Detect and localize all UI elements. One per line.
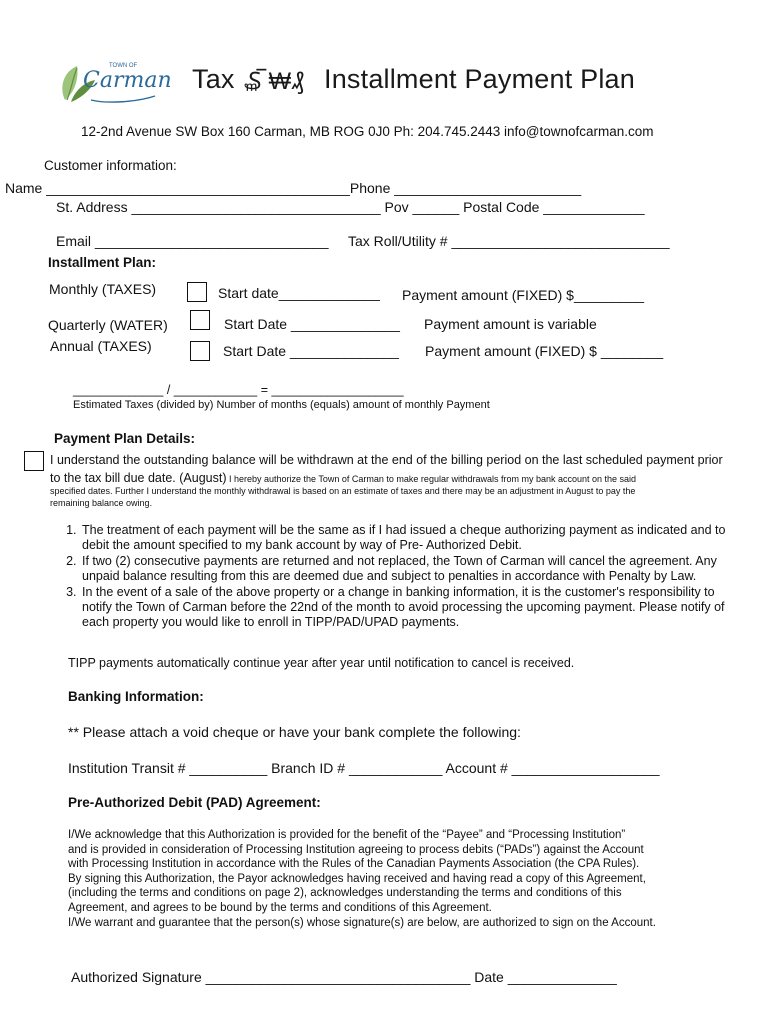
- town-logo: [57, 60, 172, 108]
- contact-address: 12-2nd Avenue SW Box 160 Carman, MB ROG 0J0 Ph: 204.745.2443 info@townofcarman.com: [81, 124, 654, 139]
- tax-roll-field[interactable]: Tax Roll/Utility # ____________________________: [348, 233, 670, 249]
- annual-amount-field[interactable]: Payment amount (FIXED) $ ________: [425, 343, 664, 359]
- quarterly-amount-text: Payment amount is variable: [424, 316, 597, 332]
- pad-line: I/We acknowledge that this Authorization is provided for the benefit of the “Payee” and “Processing Institution”: [68, 829, 626, 841]
- annual-checkbox[interactable]: [190, 341, 210, 361]
- pad-heading: Pre-Authorized Debit (PAD) Agreement:: [68, 795, 321, 810]
- details-line-3: specified dates. Further I understand the monthly withdrawal is based on an estimate of taxes and there may be an adjustment in August to pay the: [50, 486, 636, 496]
- installment-heading: Installment Plan:: [48, 255, 157, 270]
- signature-date-field[interactable]: Authorized Signature __________________________________ Date ______________: [71, 969, 617, 985]
- monthly-amount-field[interactable]: Payment amount (FIXED) $_________: [402, 287, 645, 303]
- list-item: 2. If two (2) consecutive payments are returned and not replaced, the Town of Carman will cancel the agreement. Any unpaid balance resulting from this are deemed due and subject to penalties in accordance with Penalty by Law.: [80, 554, 730, 585]
- tipp-note: TIPP payments automatically continue year after year until notification to cancel is received.: [68, 656, 575, 670]
- monthly-label: Monthly (TAXES): [49, 281, 157, 297]
- banking-fields[interactable]: Institution Transit # __________ Branch ID # ____________ Account # ___________________: [68, 760, 660, 776]
- monthly-checkbox[interactable]: [187, 282, 207, 302]
- pad-line: with Processing Institution in accordance with the Rules of the Canadian Payments Association (the CPA Rules).: [68, 858, 640, 871]
- details-line-1: I understand the outstanding balance will be withdrawn at the end of the billing period on the last scheduled payment prior: [50, 453, 723, 467]
- calculation-caption: Estimated Taxes (divided by) Number of months (equals) amount of monthly Payment: [73, 399, 490, 411]
- annual-label: Annual (TAXES): [50, 338, 152, 354]
- details-line-4: remaining balance owing.: [50, 498, 153, 508]
- banking-instruction: ** Please attach a void cheque or have your bank complete the following:: [68, 724, 521, 740]
- details-line-2-small: I hereby authorize the Town of Carman to make regular withdrawals from my bank account on the said: [226, 474, 637, 484]
- pad-line: Agreement, and agrees to be bound by the terms and conditions of this Agreement.: [68, 901, 492, 914]
- list-item: 3. In the event of a sale of the above property or a change in banking information, it is the customer's responsibility to notify the Town of Carman before the 22nd of the month to avoid processing the upcoming payment. Please notify of each property you would like to enroll in TIPP/PAD/UPAD payments.: [80, 585, 730, 631]
- agreement-checkbox[interactable]: [24, 451, 44, 471]
- calculation-line[interactable]: _____________ / ____________ = ___________________: [73, 383, 404, 397]
- email-field[interactable]: Email ______________________________: [56, 233, 329, 249]
- details-line-2-main: to the tax bill due date. (August): [50, 471, 227, 485]
- pad-line: I/We warrant and guarantee that the person(s) whose signature(s) are below, are authorized to sign on the Account.: [68, 916, 656, 929]
- pad-line: (including the terms and conditions on page 2), acknowledges understanding the terms and conditions of this: [68, 887, 622, 900]
- logo-small-text: TOWN OF: [109, 63, 138, 69]
- annual-start-field[interactable]: Start Date ______________: [223, 343, 399, 359]
- title-glyphs: ₷̅ ₩₰: [244, 68, 305, 95]
- monthly-start-field[interactable]: Start date_____________: [218, 285, 380, 301]
- pad-line: and is provided in consideration of Processing Institution agreeing to process debits (“PADs”) against the Account: [68, 843, 644, 856]
- list-item: 1. The treatment of each payment will be the same as if I had issued a cheque authorizing payment as indicated and to debit the amount specified to my bank account by way of Pre- Authorized Debit.: [80, 523, 730, 554]
- title-prefix: Tax: [192, 64, 235, 94]
- terms-list: [62, 523, 730, 631]
- logo-wordmark: Carman: [83, 68, 172, 93]
- pad-line: By signing this Authorization, the Payor acknowledges having received and having read a copy of this Agreement,: [68, 872, 646, 885]
- page-title: Installment Payment Plan: [324, 64, 635, 94]
- quarterly-checkbox[interactable]: [190, 310, 210, 330]
- quarterly-start-field[interactable]: Start Date ______________: [224, 316, 400, 332]
- address-field[interactable]: St. Address ________________________________ Pov ______ Postal Code _____________: [56, 199, 645, 215]
- customer-heading: Customer information:: [44, 158, 177, 173]
- quarterly-label: Quarterly (WATER): [48, 317, 168, 333]
- details-heading: Payment Plan Details:: [54, 431, 196, 446]
- details-line-2: [50, 469, 636, 487]
- pad-agreement-text: [68, 828, 656, 930]
- banking-heading: Banking Information:: [68, 689, 204, 704]
- name-phone-field[interactable]: Name _______________________________________Phone ________________________: [5, 180, 582, 196]
